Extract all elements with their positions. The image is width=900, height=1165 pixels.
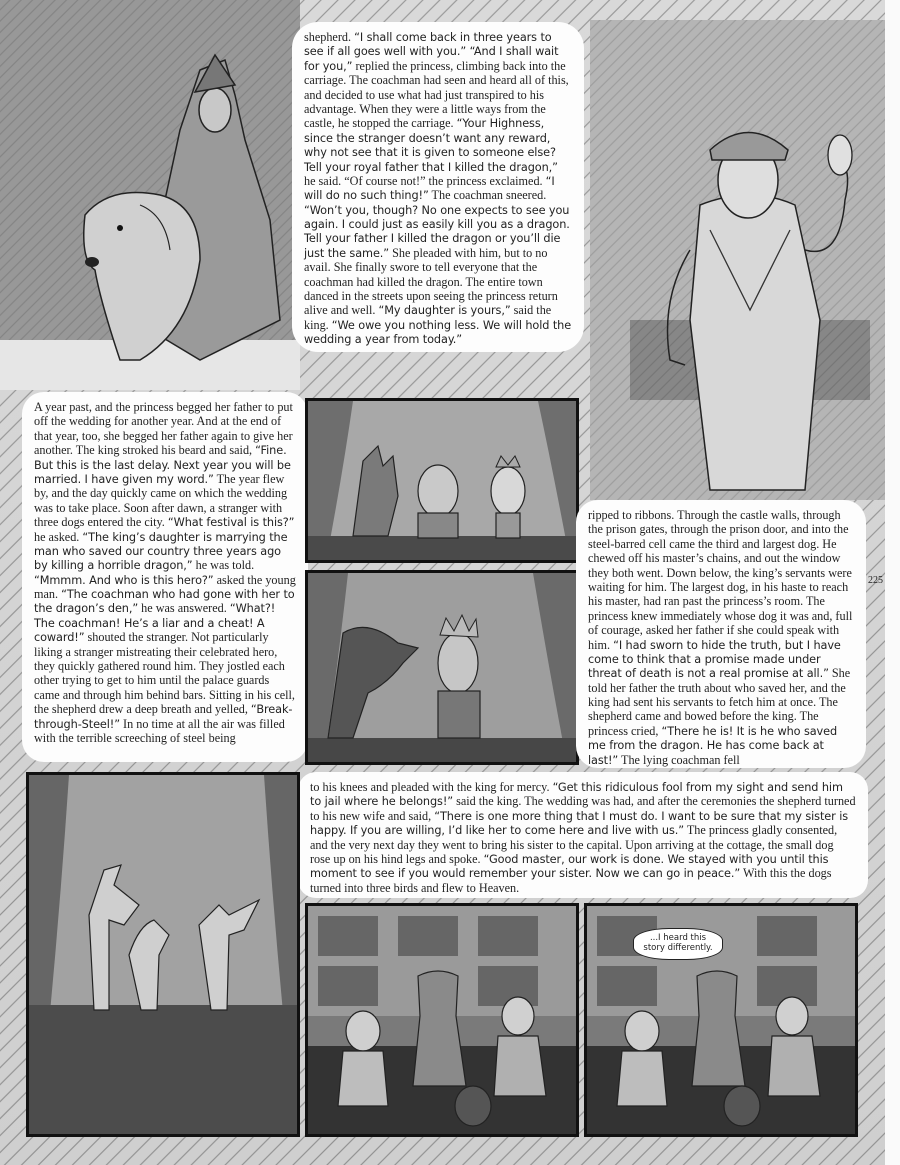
story-paragraph-top [304,30,572,347]
puppet-stage-drawing [308,401,579,563]
dialogue-run: “I will do no such thing!” [304,174,555,203]
text-run: to his knees and pleaded with the king for mercy. [310,780,553,794]
text-run: said the king. [304,303,552,332]
dialogue-run: “Good master, our work is done. We stayed with you until this moment to see if you would remember your sister. Now we can go in peace.” [310,852,829,881]
text-run: shepherd. [304,30,355,44]
text-run: ripped to ribbons. Through the castle walls, through the prison gates, through the prison door, and into the steel-barred cell came the third and largest dog. He chewed off his master’s chains, and out the window they both went. Down below, the king’s servants were waiting for him. The largest dog, in his haste to reach his master, had ran past the princess’s room. The princess knew immediately whose dog it was and, full of courage, asked her father if she could speak with him. [588,508,853,652]
text-run: She told her father the truth about who saved her, and the king had sent his servants to fetch him at once. The shepherd came and bowed before the king. The princess cried, [588,666,851,738]
panel-puppets-dog-king [305,570,579,765]
text-run: he said. “Of course not!” the princess exclaimed. [304,173,546,188]
text-run: The coachman sneered. [428,188,547,203]
text-run: She pleaded with him, but to no avail. She finally swore to tell everyone that the coachman had killed the dragon. The entire town danced in the streets upon seeing the princess return alive and well. [304,245,558,318]
puppet-stage-drawing [308,573,579,765]
story-text-bottom [298,772,868,898]
panel-puppets-dog-knight-princess [305,398,579,563]
panel-dog-speaks [584,903,858,1137]
text-run: replied the princess, climbing back into the carriage. The coachman had seen and heard all of this, and decided to use what had just transpired to his advantage. When they were a little ways from the castle, he stopped the carriage. [304,58,569,131]
dialogue-run: “We owe you nothing less. We will hold the wedding a year from today.” [304,318,572,347]
dialogue-run: “Mmmm. And who is this hero?” [34,573,214,587]
text-run: With this the dogs turned into three birds and flew to Heaven. [310,866,832,895]
story-paragraph-left [34,400,296,745]
dialogue-run: “The coachman who had gone with her to the dragon’s den,” [34,588,295,616]
dialogue-run: “I shall come back in three years to see if all goes well with you.” “And I shall wait for you,” [304,31,559,73]
story-paragraph-bottom [310,780,856,895]
dog-children-drawing [308,906,579,1137]
dialogue-run: “Break-through-Steel!” [34,703,293,731]
text-run: The lying coachman fell [618,752,740,767]
dialogue-run: “The king’s daughter is marrying the man who saved our country three years ago by killing a horrible dragon,” [34,530,288,573]
dialogue-run: “What festival is this?” [167,516,295,530]
speech-bubble: ...I heard this story differently. [633,928,723,960]
page-number: 225 [868,575,883,586]
panel-puppet-birds [26,772,300,1137]
dialogue-run: “What?! The coachman! He’s a liar and a cheat! A coward!” [34,602,276,645]
dialogue-run: “Your Highness, since the stranger doesn’t want any reward, why not see that it is given to someone else? Tell your royal father that I killed the dragon,” [304,117,558,174]
panel-dog-and-children [305,903,579,1137]
story-text-top [292,22,584,352]
dialogue-run: “Fine. But this is the last delay. Next year you will be married. I have given my word.” [34,444,291,486]
dialogue-run: “Won’t you, though? No one expects to see you again. I could just as easily kill you as a dragon. Tell your father I killed the dragon or you’ll die just the same.” [304,203,570,260]
story-paragraph-right [588,508,854,767]
dialogue-run: “Get this ridiculous fool from my sight and send him to jail where he belongs!” [310,781,843,809]
shepherd-dog-drawing [0,0,300,390]
text-run: The year flew by, and the day quickly came on which the wedding was to take place. Soon after dawn, a stranger with three dogs entered the city. [34,471,288,530]
young-man-drawing [590,20,885,500]
story-text-right [576,500,866,768]
dialogue-run: “There he is! It is he who saved me from the dragon. He has come back at last!” [588,724,838,767]
text-run: In no time at all the air was filled with the terrible screeching of steel being [34,716,285,745]
text-run: The princess gladly consented, and the very next day they went to bring his sister to the capital. Upon arriving at the cottage, the small dog rose up on his hind legs and spoke. [310,823,838,866]
story-text-left [22,392,308,762]
text-run: asked the young man. [34,572,296,602]
text-run: he asked. [34,529,83,544]
illustration-young-man [590,20,885,500]
dialogue-run: “I had sworn to hide the truth, but I have come to think that a promise made under threat of death is not a real promise at all.” [588,638,841,681]
bird-puppets-drawing [29,775,300,1137]
illustration-shepherd-and-dog [0,0,300,390]
text-run: shouted the stranger. Not particularly liking a stranger mistreating their celebrated hero, they quickly gathered round him. They jostled each other trying to get to him until the palace guards came and through him behind bars. Sitting in his cell, the shepherd drew a deep breath and yelled, [34,630,295,717]
dialogue-run: “There is one more thing that I must do. I want to be sure that my sister is happy. If you are willing, I’d like her to come here and live with us.” [310,809,849,838]
dialogue-run: “My daughter is yours,” [378,304,511,318]
text-run: A year past, and the princess begged her father to put off the wedding for another year. And at the end of that year, too, she begged her father again to give her another. The king stroked his beard and said, [34,400,293,458]
page-edge [885,0,900,1165]
text-run: said the king. The wedding was had, and after the ceremonies the shepherd turned to his new wife and said, [310,794,856,823]
text-run: he was answered. [138,601,230,616]
text-run: he was told. [192,558,255,573]
